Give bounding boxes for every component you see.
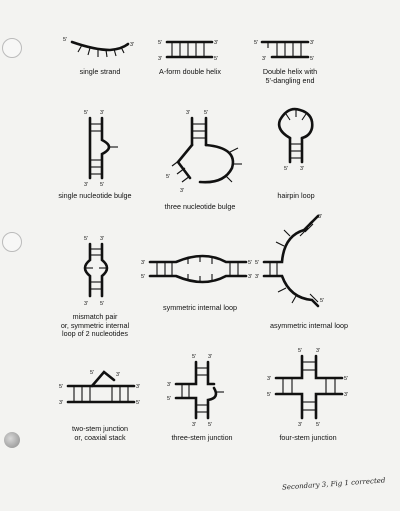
three-stem-junction-diagram	[167, 354, 224, 428]
label-3prime: 3'	[318, 214, 323, 220]
label-3prime: 3'	[84, 301, 89, 307]
label-5prime: 5'	[141, 274, 146, 280]
label-5prime: 5'	[167, 396, 172, 402]
label-5prime: 5'	[320, 298, 325, 304]
label-5prime: 5'	[84, 236, 89, 242]
two-stem-junction-diagram	[59, 370, 140, 406]
label-5prime: 5'	[255, 260, 260, 266]
asymmetric-internal-loop-diagram	[255, 214, 324, 306]
label-5prime: 5'	[90, 370, 95, 376]
label-3prime: 3'	[59, 400, 64, 406]
label-3prime: 3'	[344, 392, 349, 398]
hairpin-loop-diagram	[279, 109, 312, 172]
single-strand-diagram	[63, 37, 134, 57]
label-3prime: 3'	[136, 384, 141, 390]
label-5prime: 5'	[344, 376, 349, 382]
label-3prime: 3'	[267, 376, 272, 382]
label-5prime: 5'	[158, 40, 163, 46]
label-3prime: 3'	[84, 182, 89, 188]
label-3prime: 3'	[158, 56, 163, 62]
label-5prime: 5'	[136, 400, 141, 406]
four-stem-junction-diagram	[267, 348, 348, 428]
caption-asymmetric-internal-loop: asymmetric internal loop	[270, 321, 348, 330]
caption-hairpin-loop: hairpin loop	[277, 191, 315, 200]
label-5prime: 5'	[84, 110, 89, 116]
label-5prime: 5'	[63, 37, 68, 43]
label-3prime: 3'	[167, 382, 172, 388]
caption-three-nucleotide-bulge: three nucleotide bulge	[164, 202, 236, 211]
label-3prime: 3'	[141, 260, 146, 266]
label-3prime: 3'	[310, 40, 315, 46]
caption-four-stem-junction: four-stem junction	[279, 433, 337, 442]
label-3prime: 3'	[180, 188, 185, 194]
caption-a-form-helix: A-form double helix	[159, 67, 221, 76]
label-3prime: 3'	[300, 166, 305, 172]
symmetric-internal-loop-diagram	[141, 255, 252, 283]
label-5prime: 5'	[204, 110, 209, 116]
label-5prime: 5'	[310, 56, 315, 62]
caption-symmetric-internal-loop: symmetric internal loop	[163, 303, 237, 312]
three-nucleotide-bulge-diagram	[166, 110, 242, 194]
a-form-double-helix-diagram	[158, 40, 218, 62]
label-5prime: 5'	[316, 422, 321, 428]
caption-mismatch-pair: mismatch pair or, symmetric internal loop of 2 nucleotides	[60, 312, 130, 339]
label-3prime: 3'	[192, 422, 197, 428]
mismatch-pair-diagram	[84, 236, 107, 307]
label-3prime: 3'	[100, 110, 105, 116]
caption-dangling-end-helix: Double helix with 5'-dangling end	[262, 67, 318, 85]
single-nucleotide-bulge-diagram	[84, 110, 118, 188]
label-5prime: 5'	[208, 422, 213, 428]
label-5prime: 5'	[284, 166, 289, 172]
label-5prime: 5'	[267, 392, 272, 398]
label-3prime: 3'	[316, 348, 321, 354]
label-3prime: 3'	[214, 40, 219, 46]
label-5prime: 5'	[166, 174, 171, 180]
label-5prime: 5'	[298, 348, 303, 354]
label-3prime: 3'	[248, 274, 253, 280]
caption-three-stem-junction: three-stem junction	[171, 433, 233, 442]
label-5prime: 5'	[100, 182, 105, 188]
dangling-end-helix-diagram	[254, 40, 314, 62]
label-3prime: 3'	[255, 274, 260, 280]
caption-two-stem-junction: two-stem junction or, coaxial stack	[72, 424, 128, 442]
handwritten-note: Secondary 3, Fig 1 corrected	[281, 476, 386, 492]
label-3prime: 3'	[262, 56, 267, 62]
label-3prime: 3'	[100, 236, 105, 242]
label-5prime: 5'	[248, 260, 253, 266]
label-5prime: 5'	[214, 56, 219, 62]
label-3prime: 3'	[186, 110, 191, 116]
label-5prime: 5'	[59, 384, 64, 390]
label-3prime: 3'	[116, 372, 121, 378]
label-3prime: 3'	[298, 422, 303, 428]
caption-single-nucleotide-bulge: single nucleotide bulge	[58, 191, 132, 200]
label-5prime: 5'	[192, 354, 197, 360]
label-3prime: 3'	[130, 42, 135, 48]
label-3prime: 3'	[208, 354, 213, 360]
label-5prime: 5'	[100, 301, 105, 307]
label-5prime: 5'	[254, 40, 259, 46]
caption-single-strand: single strand	[79, 67, 121, 76]
